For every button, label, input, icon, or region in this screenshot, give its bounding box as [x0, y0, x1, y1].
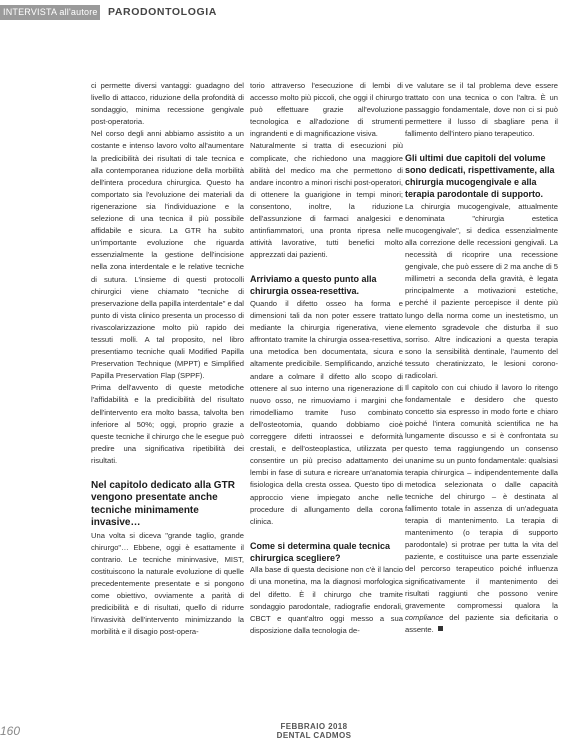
question-heading: Come si determina quale tecnica chirurgica scegliere?	[250, 540, 391, 563]
page-number: 160	[0, 724, 21, 738]
question-heading: Gli ultimi due capitoli del volume sono dedicati, rispettivamente, alla chirurgia mucogengivale e alla terapia parodontale di supporto.	[405, 153, 555, 199]
paragraph: La chirurgia mucogengivale, attualmente denominata "chirurgia estetica mucogengivale", si dedica essenzialmente alla correzione delle recessioni gengivali. La necessità di ricoprire una recessione gengivale, che può essere di 2 ma anche di 5 millimetri a seconda della gravità, è legata principalmente a motivazioni estetiche, perché il paziente percepisce il dente più lungo della norma come un inestetismo, un elemento sgradevole che disturba il suo sorriso. Altre indicazioni a questa terapia sono la sensibilità dentinale, l'aumento del tessuto cheratinizzato, le lesioni corono-radicolari.	[405, 201, 558, 380]
interview-tag: INTERVISTA all'autore	[0, 5, 100, 20]
text-column-3	[405, 80, 558, 636]
paragraph: Alla base di questa decisione non c'è il lancio di una monetina, ma la diagnosi morfologica del difetto. È il chirurgo che tramite sondaggio parodontale, radiografie endorali, CBCT e quant'altro oggi messo a sua disposizione dalla tecnologia de-	[250, 565, 403, 635]
end-of-article-mark	[438, 626, 443, 631]
page-header	[0, 0, 571, 22]
text-column-2	[250, 80, 403, 637]
paragraph: torio attraverso l'esecuzione di lembi di accesso molto più piccoli, che oggi il chirurgo può effettuare grazie all'evoluzione tecnologica e all'adozione di strumenti ingrandenti e di magnificazione visiva.	[250, 81, 403, 139]
question-heading: Nel capitolo dedicato alla GTR vengono presentate anche tecniche minimamente invasive…	[91, 480, 235, 529]
paragraph: Una volta si diceva "grande taglio, grande chirurgo"… Ebbene, oggi è esattamente il contrario. Le tecniche mininvasive, MIST, costituiscono la naturale evoluzione di quelle precedentemente presentate e si pongono come obiettivo, ovviamente a parità di predicibilità e di risultati, quello di ridurre l'invasività dell'intervento minimizzando la morbilità e il disagio post-opera-	[91, 530, 244, 637]
paragraph: ve valutare se il tal problema deve essere trattato con una tecnica o con l'altra. È un passaggio fondamentale, dove non ci si può permettere il lusso di sbagliare pena il fallimento dell'intero piano terapeutico.	[405, 81, 558, 139]
italic-term: compliance	[405, 612, 444, 622]
issue-date: FEBBRAIO 2018	[280, 722, 348, 731]
paragraph: Prima dell'avvento di queste metodiche l'affidabilità e la predicibilità del risultato dell'intervento era molto bassa, talvolta ben inferiore al 50%; oggi, proprio grazie a queste tecniche il chirurgo che le esegue può predire una significativa ripetibilità dei risultati.	[91, 383, 244, 465]
paragraph-text: Il capitolo con cui chiudo il lavoro lo ritengo fondamentale e desidero che questo concetto sia espresso in modo forte e chiaro poiché l'intera comunità scientifica ne ha lungamente discusso e si è confrontata su questo tema raggiungendo un consenso unanime su un punto fondamentale: qualsiasi terapia chirurgica – indipendentemente dalla metodica selezionata o dalle capacità tecniche del chirurgo – è destinata al fallimento totale in assenza di un'adeguata terapia di mantenimento. La terapia di mantenimento (o terapia di supporto parodontale) si protrae per tutta la vita del paziente, e costituisce una parte essenziale del percorso terapeutico poiché influenza significativamente il mantenimento dei risultati raggiunti che possono venire gravemente compromessi qualora la	[405, 383, 558, 610]
text-column-1	[91, 80, 244, 638]
paragraph: Naturalmente si tratta di esecuzioni più complicate, che richiedono una maggiore abilità del medico ma che permettono di andare incontro a minori rischi post-operatori, di ottenere la guarigione in tempi minori; consentono, inoltre, la riduzione dell'assunzione di farmaci analgesici e antinfiammatori, una pronta ripresa nelle attività lavorative, tutti benefici molto apprezzati dai pazienti.	[250, 141, 403, 260]
paragraph	[405, 382, 558, 636]
paragraph: Quando il difetto osseo ha forma e dimensioni tali da non poter essere trattato mediante la chirurgia rigenerativa, viene affrontato tramite la chirurgia ossea-resettiva, una metodica ben documentata, sicura e altamente predicibile. Semplificando, anziché andare a colmare il difetto allo scopo di ottenere al suo interno una rigenerazione di nuovo osso, ne rimuoviamo i margini che rimodelliamo tramite l'uso combinato dell'osteotomia, quando dobbiamo cioè correggere difetti intraossei e deformità crestali, e dell'osteoplastica, utilizzata per consentire un più preciso adattamento dei lembi in fase di sutura e ricreare un'anatomia fisiologica della cresta ossea. Questo tipo di approccio viene impiegato anche nelle procedure di allungamento della corona clinica.	[250, 299, 403, 526]
magazine-footer	[259, 722, 369, 740]
section-title: PARODONTOLOGIA	[108, 6, 217, 18]
paragraph-text-end: del paziente sia deficitaria o assente.	[405, 612, 558, 634]
question-heading: Arriviamo a questo punto alla chirurgia ossea-resettiva.	[250, 274, 377, 297]
paragraph: Nel corso degli anni abbiamo assistito a un costante e intenso lavoro volto all'aumentare la predicibilità dei risultati di tale tecnica e alla contemporanea riduzione della morbilità dell'intera procedura chirurgica. Questo ha comportato sia l'evoluzione dei materiali da rigenerazione sia l'individuazione e la selezione di una tecnica il più possibile affidabile e sicura. La GTR ha subito un'importante evoluzione che riguarda essenzialmente la gestione dell'incisione nella zona interdentale e le relative tecniche di sutura. L'insieme di questi protocolli chirurgici viene chiamato "tecniche di preservazione della papilla interdentale" e dal punto di vista clinico presenta un processo di rivascolarizzazione molto più rapido dei tessuti molli. A tal proposito, nel libro presentiamo tecniche quali Modified Papilla Preservation Technique (MPPT) e Simplified Papilla Preservation Flap (SPPF).	[91, 129, 244, 381]
paragraph: ci permette diversi vantaggi: guadagno del livello di attacco, riduzione della profondità di sondaggio, minima recessione gengivale post-operatoria.	[91, 81, 244, 127]
magazine-name: DENTAL CADMOS	[276, 731, 352, 740]
